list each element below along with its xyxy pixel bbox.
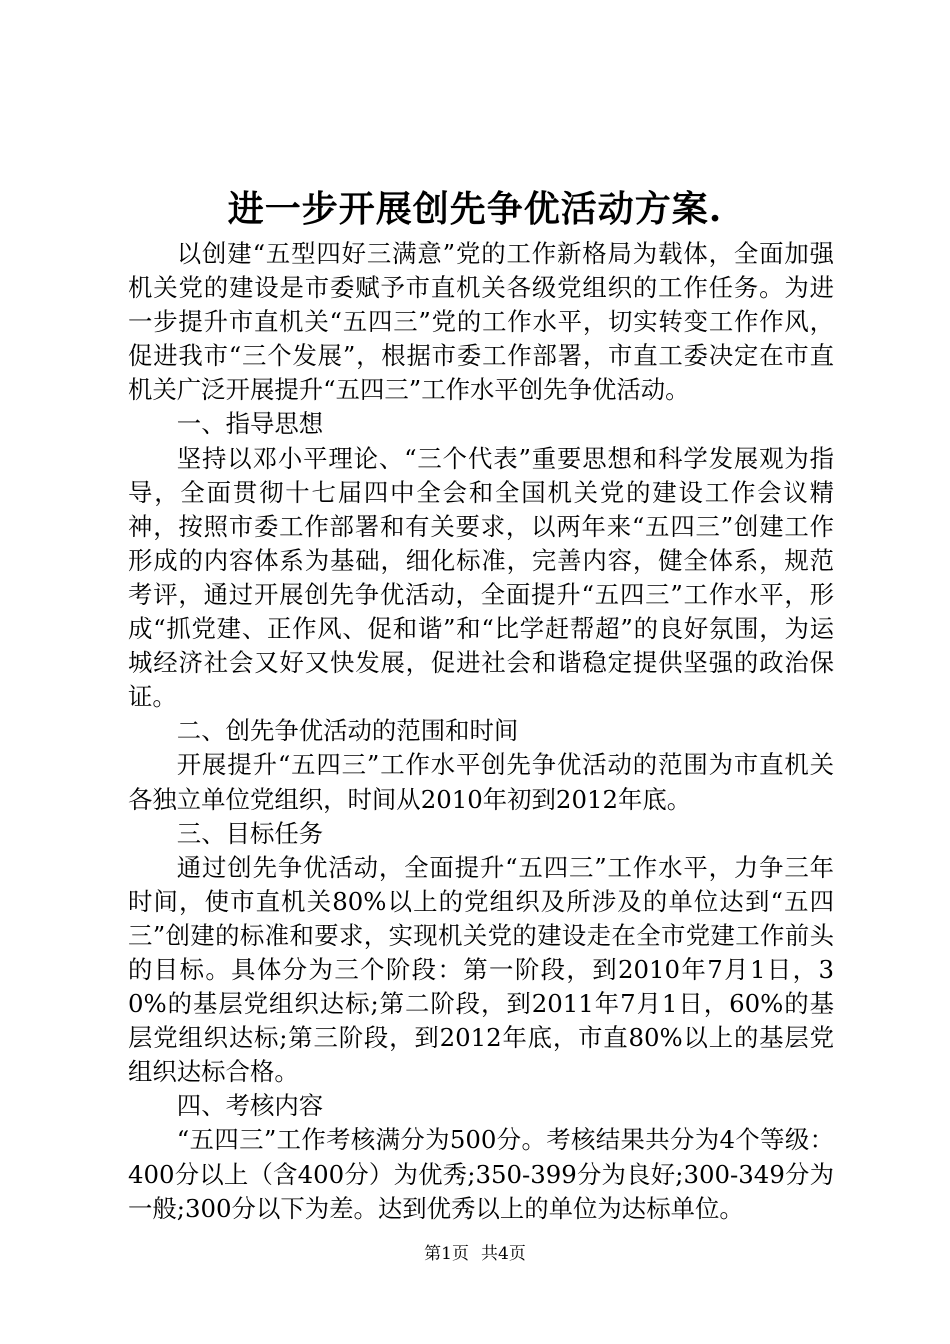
section-heading-assessment: 四、考核内容 — [176, 1091, 324, 1121]
page-number: 第1页 — [424, 1244, 469, 1264]
scope-and-time-paragraph: 开展提升“五四三”工作水平创先争优活动的范围为市直机关各独立单位党组织，时间从2010年初到2012年底。 — [128, 750, 834, 814]
goals-paragraph: 通过创先争优活动，全面提升“五四三”工作水平，力争三年时间，使市直机关80%以上的党组织及所涉及的单位达到“五四三”创建的标准和要求，实现机关党的建设走在全市党建工作前头的目标。具体分为三个阶段：第一阶段，到2010年7月1日，30%的基层党组织达标;第二阶段，到2011年7月1日，60%的基层党组织达标;第三阶段，到2012年底，市直80%以上的基层党组织达标合格。 — [128, 852, 834, 1087]
section-heading-goals: 三、目标任务 — [176, 818, 324, 848]
intro-paragraph: 以创建“五型四好三满意”党的工作新格局为载体，全面加强机关党的建设是市委赋予市直机关各级党组织的工作任务。为进一步提升市直机关“五四三”党的工作水平，切实转变工作作风，促进我市“三个发展”，根据市委工作部署，市直工委决定在市直机关广泛开展提升“五四三”工作水平创先争优活动。 — [128, 239, 834, 405]
page-footer — [0, 1242, 950, 1266]
assessment-paragraph: “五四三”工作考核满分为500分。考核结果共分为4个等级：400分以上（含400分）为优秀;350-399分为良好;300-349分为一般;300分以下为差。达到优秀以上的单位为达标单位。 — [128, 1125, 834, 1223]
document-body — [128, 237, 834, 1226]
page-title: 进一步开展创先争优活动方案. — [227, 188, 723, 230]
section-heading-scope-and-time: 二、创先争优活动的范围和时间 — [176, 716, 519, 746]
guiding-ideology-paragraph: 坚持以邓小平理论、“三个代表”重要思想和科学发展观为指导，全面贯彻十七届四中全会和全国机关党的建设工作会议精神，按照市委工作部署和有关要求，以两年来“五四三”创建工作形成的内容体系为基础，细化标准，完善内容，健全体系，规范考评，通过开展创先争优活动，全面提升“五四三”工作水平，形成“抓党建、正作风、促和谐”和“比学赶帮超”的良好氛围，为运城经济社会又好又快发展，促进社会和谐稳定提供坚强的政治保证。 — [128, 443, 834, 712]
page-total: 共4页 — [481, 1244, 526, 1264]
section-heading-guiding-ideology: 一、指导思想 — [176, 409, 324, 439]
